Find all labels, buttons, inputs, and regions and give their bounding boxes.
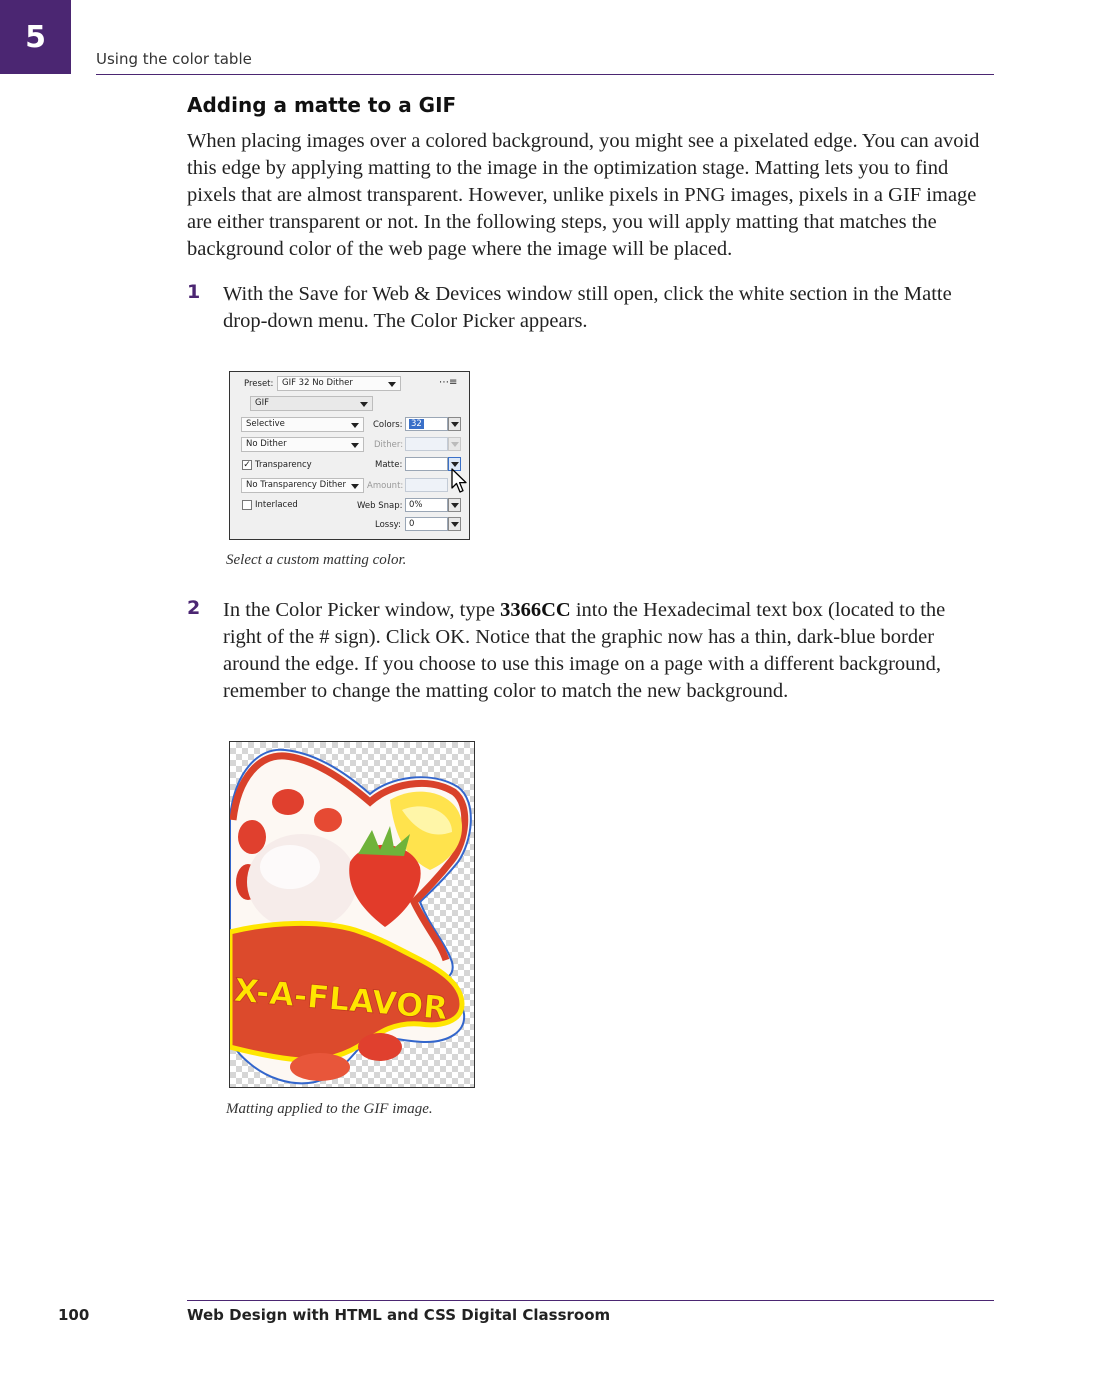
section-title: Adding a matte to a GIF — [187, 93, 457, 117]
dither-algorithm-dropdown[interactable] — [241, 437, 364, 452]
preset-label: Preset: — [244, 379, 274, 389]
chevron-down-icon — [388, 382, 396, 387]
header-rule — [96, 74, 994, 75]
mouse-cursor-icon — [451, 468, 469, 494]
gif-matte-figure — [229, 741, 475, 1088]
intro-paragraph: When placing images over a colored background, you might see a pixelated edge. You can avoid this edge by applying matting to the image in the optimization stage. Matting lets you to find pixels that are almost transparent. However, unlike pixels in PNG images, pixels in a GIF image are either transparent or not. In the following steps, you will apply matting that matches the background color of the web page where the image will be placed. — [187, 130, 980, 260]
interlaced-checkbox[interactable] — [242, 500, 252, 510]
lossy-label: Lossy: — [375, 520, 401, 530]
preset-dropdown[interactable] — [277, 376, 401, 391]
transparency-dither-dropdown[interactable] — [241, 478, 364, 493]
chevron-down-icon — [351, 484, 359, 489]
step-number: 2 — [187, 597, 201, 619]
lossy-stepper[interactable] — [448, 517, 461, 531]
optimization-settings-panel — [229, 371, 470, 540]
chevron-down-icon — [451, 522, 459, 527]
format-value: GIF — [255, 398, 269, 408]
matte-label: Matte: — [375, 460, 403, 470]
web-snap-field[interactable] — [405, 498, 448, 512]
color-reduction-dropdown[interactable] — [241, 417, 364, 432]
logo-text: X-A-FLAVOR — [232, 970, 450, 1028]
step-number: 1 — [187, 281, 201, 303]
page-number: 100 — [58, 1306, 90, 1324]
transparency-dither-value: No Transparency Dither — [246, 480, 347, 490]
lossy-field[interactable] — [405, 517, 448, 531]
colors-label: Colors: — [373, 420, 403, 430]
step-text: In the Color Picker window, type 3366CC into the Hexadecimal text box (located to the right of the # sign). Click OK. Notice that the graphic now has a thin, dark-blue border around the edge. If you choose to use this image on a page with a different background, remember to change the matting color to match the new background. — [223, 599, 946, 702]
book-title: Web Design with HTML and CSS Digital Classroom — [187, 1306, 611, 1324]
web-snap-value: 0% — [409, 500, 423, 510]
chevron-down-icon — [451, 503, 459, 508]
format-dropdown[interactable] — [250, 396, 373, 411]
colors-value: 32 — [411, 419, 422, 429]
figure-caption-panel: Select a custom matting color. — [226, 552, 407, 568]
matte-color-field[interactable] — [405, 457, 448, 471]
amount-field — [405, 478, 448, 492]
web-snap-stepper[interactable] — [448, 498, 461, 512]
interlaced-label: Interlaced — [255, 500, 298, 510]
step-text: With the Save for Web & Devices window still open, click the white section in the Matte drop-down menu. The Color Picker appears. — [223, 283, 952, 332]
transparency-checkbox[interactable]: ✓ — [243, 460, 251, 470]
chevron-down-icon — [360, 402, 368, 407]
color-reduction-value: Selective — [246, 419, 285, 429]
chevron-down-icon — [451, 422, 459, 427]
dither-field — [405, 437, 448, 451]
web-snap-label: Web Snap: — [357, 501, 403, 511]
footer-rule — [187, 1300, 994, 1301]
chevron-down-icon — [351, 443, 359, 448]
transparency-label: Transparency — [255, 460, 312, 470]
ice-cream-gif-illustration — [230, 742, 475, 1088]
dither-algorithm-value: No Dither — [246, 439, 287, 449]
chapter-number-tab: 5 — [0, 0, 71, 74]
chevron-down-icon — [351, 423, 359, 428]
hex-value: 3366CC — [500, 599, 571, 621]
lossy-value: 0 — [409, 519, 415, 529]
dither-stepper — [448, 437, 461, 451]
chevron-down-icon — [451, 442, 459, 447]
panel-menu-icon[interactable]: ⋯≡ — [439, 377, 458, 388]
colors-field[interactable] — [405, 417, 448, 431]
dither-label: Dither: — [374, 440, 404, 450]
amount-label: Amount: — [367, 481, 404, 491]
preset-value: GIF 32 No Dither — [282, 378, 353, 388]
colors-stepper[interactable] — [448, 417, 461, 431]
running-head: Using the color table — [96, 50, 252, 68]
chevron-down-icon — [451, 462, 459, 467]
figure-caption-gif: Matting applied to the GIF image. — [226, 1101, 433, 1117]
